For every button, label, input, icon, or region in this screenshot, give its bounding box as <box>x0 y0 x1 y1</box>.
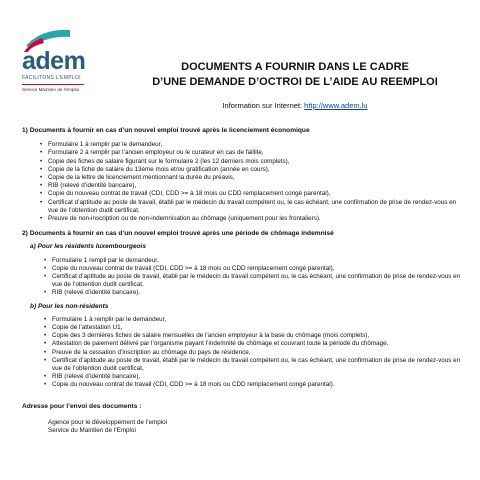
list-item-text: Copie du nouveau contrat de travail (CDI, CDD >= à 18 mois ou CDD remplacement congé parental). <box>52 381 335 389</box>
list-item <box>44 381 466 389</box>
list-item-text: Copie du nouveau contrat de travail (CDI, CDD >= à 18 mois ou CDD remplacement congé parental), <box>48 190 331 198</box>
list-item <box>40 149 466 157</box>
document-title <box>110 60 480 90</box>
list-item <box>44 289 466 297</box>
bullet-icon: • <box>44 332 47 340</box>
bullet-icon: • <box>40 174 43 182</box>
bullet-icon: • <box>44 340 47 348</box>
section-2a-list <box>44 257 466 298</box>
list-item <box>44 265 466 273</box>
address-line-2: Service du Maintien de l’Emploi <box>48 426 136 434</box>
list-item <box>40 174 466 182</box>
list-item-text: Formulaire 2 à remplir par l’ancien employeur ou le curateur en cas de faillite, <box>48 149 264 157</box>
section-2b-heading: b) Pour les non-résidents <box>30 302 109 310</box>
list-item <box>40 158 466 166</box>
list-item <box>40 215 466 223</box>
adem-logo <box>22 26 100 92</box>
list-item-text: Preuve de non-inscription ou de non-indemnisation au chômage (uniquement pour les frontaliers). <box>48 215 321 223</box>
list-item-text: Copie de la lettre de licenciement mentionnant la durée du préavis, <box>48 174 235 182</box>
list-item <box>44 373 466 381</box>
bullet-icon: • <box>40 190 43 198</box>
list-item-text: Certificat d’aptitude au poste de travail, établi par le médecin du travail compétent ou, le cas échéant, une confirmation de prise de rendez-vous en vue de l’obtention dudit certificat, <box>52 356 461 373</box>
list-item <box>44 332 466 340</box>
logo-divider <box>22 84 84 85</box>
bullet-icon: • <box>44 256 47 264</box>
address-heading: Adresse pour l’envoi des documents : <box>22 402 142 410</box>
list-item-text: RIB (relevé d’identité bancaire). <box>52 289 141 297</box>
list-item-text: Copie de la fiche de salaire du 13ème mois et/ou gratification (année en cours), <box>48 165 270 173</box>
list-item <box>44 324 466 332</box>
address-line-1: Agence pour le développement de l’emploi <box>48 418 168 426</box>
logo-subtitle: Service Maintien de l'emploi <box>22 87 80 92</box>
bullet-icon: • <box>44 348 47 356</box>
bullet-icon: • <box>40 165 43 173</box>
bullet-icon: • <box>40 215 43 223</box>
section-2-heading: 2) Documents à fournir en cas d’un nouvel emploi trouvé après une période de chômage indemnisé <box>22 230 334 238</box>
list-item <box>40 199 466 215</box>
list-item-text: Preuve de la cessation d’inscription au chômage du pays de résidence, <box>52 348 251 356</box>
bullet-icon: • <box>40 198 43 206</box>
logo-tagline: FACILITONS L'EMPLOI <box>22 75 81 81</box>
bullet-icon: • <box>44 289 47 297</box>
list-item <box>44 273 466 289</box>
list-item-text: RIB (relevé d’identité bancaire), <box>48 182 137 190</box>
address-block <box>48 419 466 435</box>
list-item-text: Attestation de paiement délivré par l’organisme payant l’indemnité de chômage et couvrant toute la période du chômage, <box>52 340 389 348</box>
list-item-text: Formulaire 1 rempli par le demandeur, <box>52 256 159 264</box>
list-item-text: Copie des fiches de salaire figurant sur le formulaire 2 (les 12 derniers mois complets), <box>48 157 290 165</box>
bullet-icon: • <box>40 149 43 157</box>
section-2a-heading: a) Pour les résidents luxembourgeois <box>30 243 146 251</box>
list-item-text: RIB (relevé d’identité bancaire), <box>52 373 141 381</box>
list-item-text: Certificat d’aptitude au poste de travail, établi par le médecin du travail compétent ou, le cas échéant, une confirmation de prise de rendez-vous en vue de l’obtention dudit certificat, <box>52 273 461 289</box>
bullet-icon: • <box>44 373 47 381</box>
bullet-icon: • <box>44 264 47 272</box>
list-item-text: Certificat d’aptitude au poste de travail, établi par le médecin du travail compétent ou, le cas échéant, une confirmation de prise de rendez-vous en vue de l’obtention dudit certificat, <box>48 198 457 214</box>
bullet-icon: • <box>40 157 43 165</box>
section-1-list <box>40 141 466 223</box>
list-item-text: Formulaire 1 à remplir par le demandeur, <box>48 141 163 149</box>
list-item <box>44 257 466 265</box>
bullet-icon: • <box>44 315 47 323</box>
section-1-heading: 1) Documents à fournir en cas d’un nouvel emploi trouvé après le licenciement économique <box>22 127 310 134</box>
info-line <box>110 101 480 110</box>
title-line-1: DOCUMENTS A FOURNIR DANS LE CADRE <box>181 61 409 73</box>
list-item-text: Copie des 3 dernières fiches de salaire mensuelles de l’ancien employeur à la base du chômage (mois complets), <box>52 332 370 340</box>
logo-wordmark: adem <box>22 47 86 75</box>
info-label: Information sur Internet: <box>222 101 305 110</box>
list-item-text: Copie du nouveau contrat de travail (CDI, CDD >= à 18 mois ou CDD remplacement congé parental), <box>52 264 335 272</box>
bullet-icon: • <box>44 324 47 332</box>
list-item-text: Formulaire 1 à remplir par le demandeur, <box>52 315 167 323</box>
bullet-icon: • <box>44 381 47 389</box>
website-link[interactable]: http://www.adem.lu <box>304 101 368 110</box>
list-item <box>40 166 466 174</box>
bullet-icon: • <box>40 141 43 149</box>
section-2b-list <box>44 316 466 390</box>
list-item-text: Copie de l’attestation U1, <box>52 324 123 332</box>
title-line-2: D’UNE DEMANDE D’OCTROI DE L’AIDE AU REEMPLOI <box>152 76 438 88</box>
bullet-icon: • <box>44 273 47 281</box>
list-item <box>40 182 466 190</box>
list-item <box>44 340 466 348</box>
bullet-icon: • <box>44 356 47 364</box>
list-item <box>44 316 466 324</box>
document-body <box>22 127 466 435</box>
list-item <box>40 190 466 198</box>
list-item <box>40 141 466 149</box>
list-item <box>44 357 466 373</box>
bullet-icon: • <box>40 182 43 190</box>
list-item <box>44 349 466 357</box>
